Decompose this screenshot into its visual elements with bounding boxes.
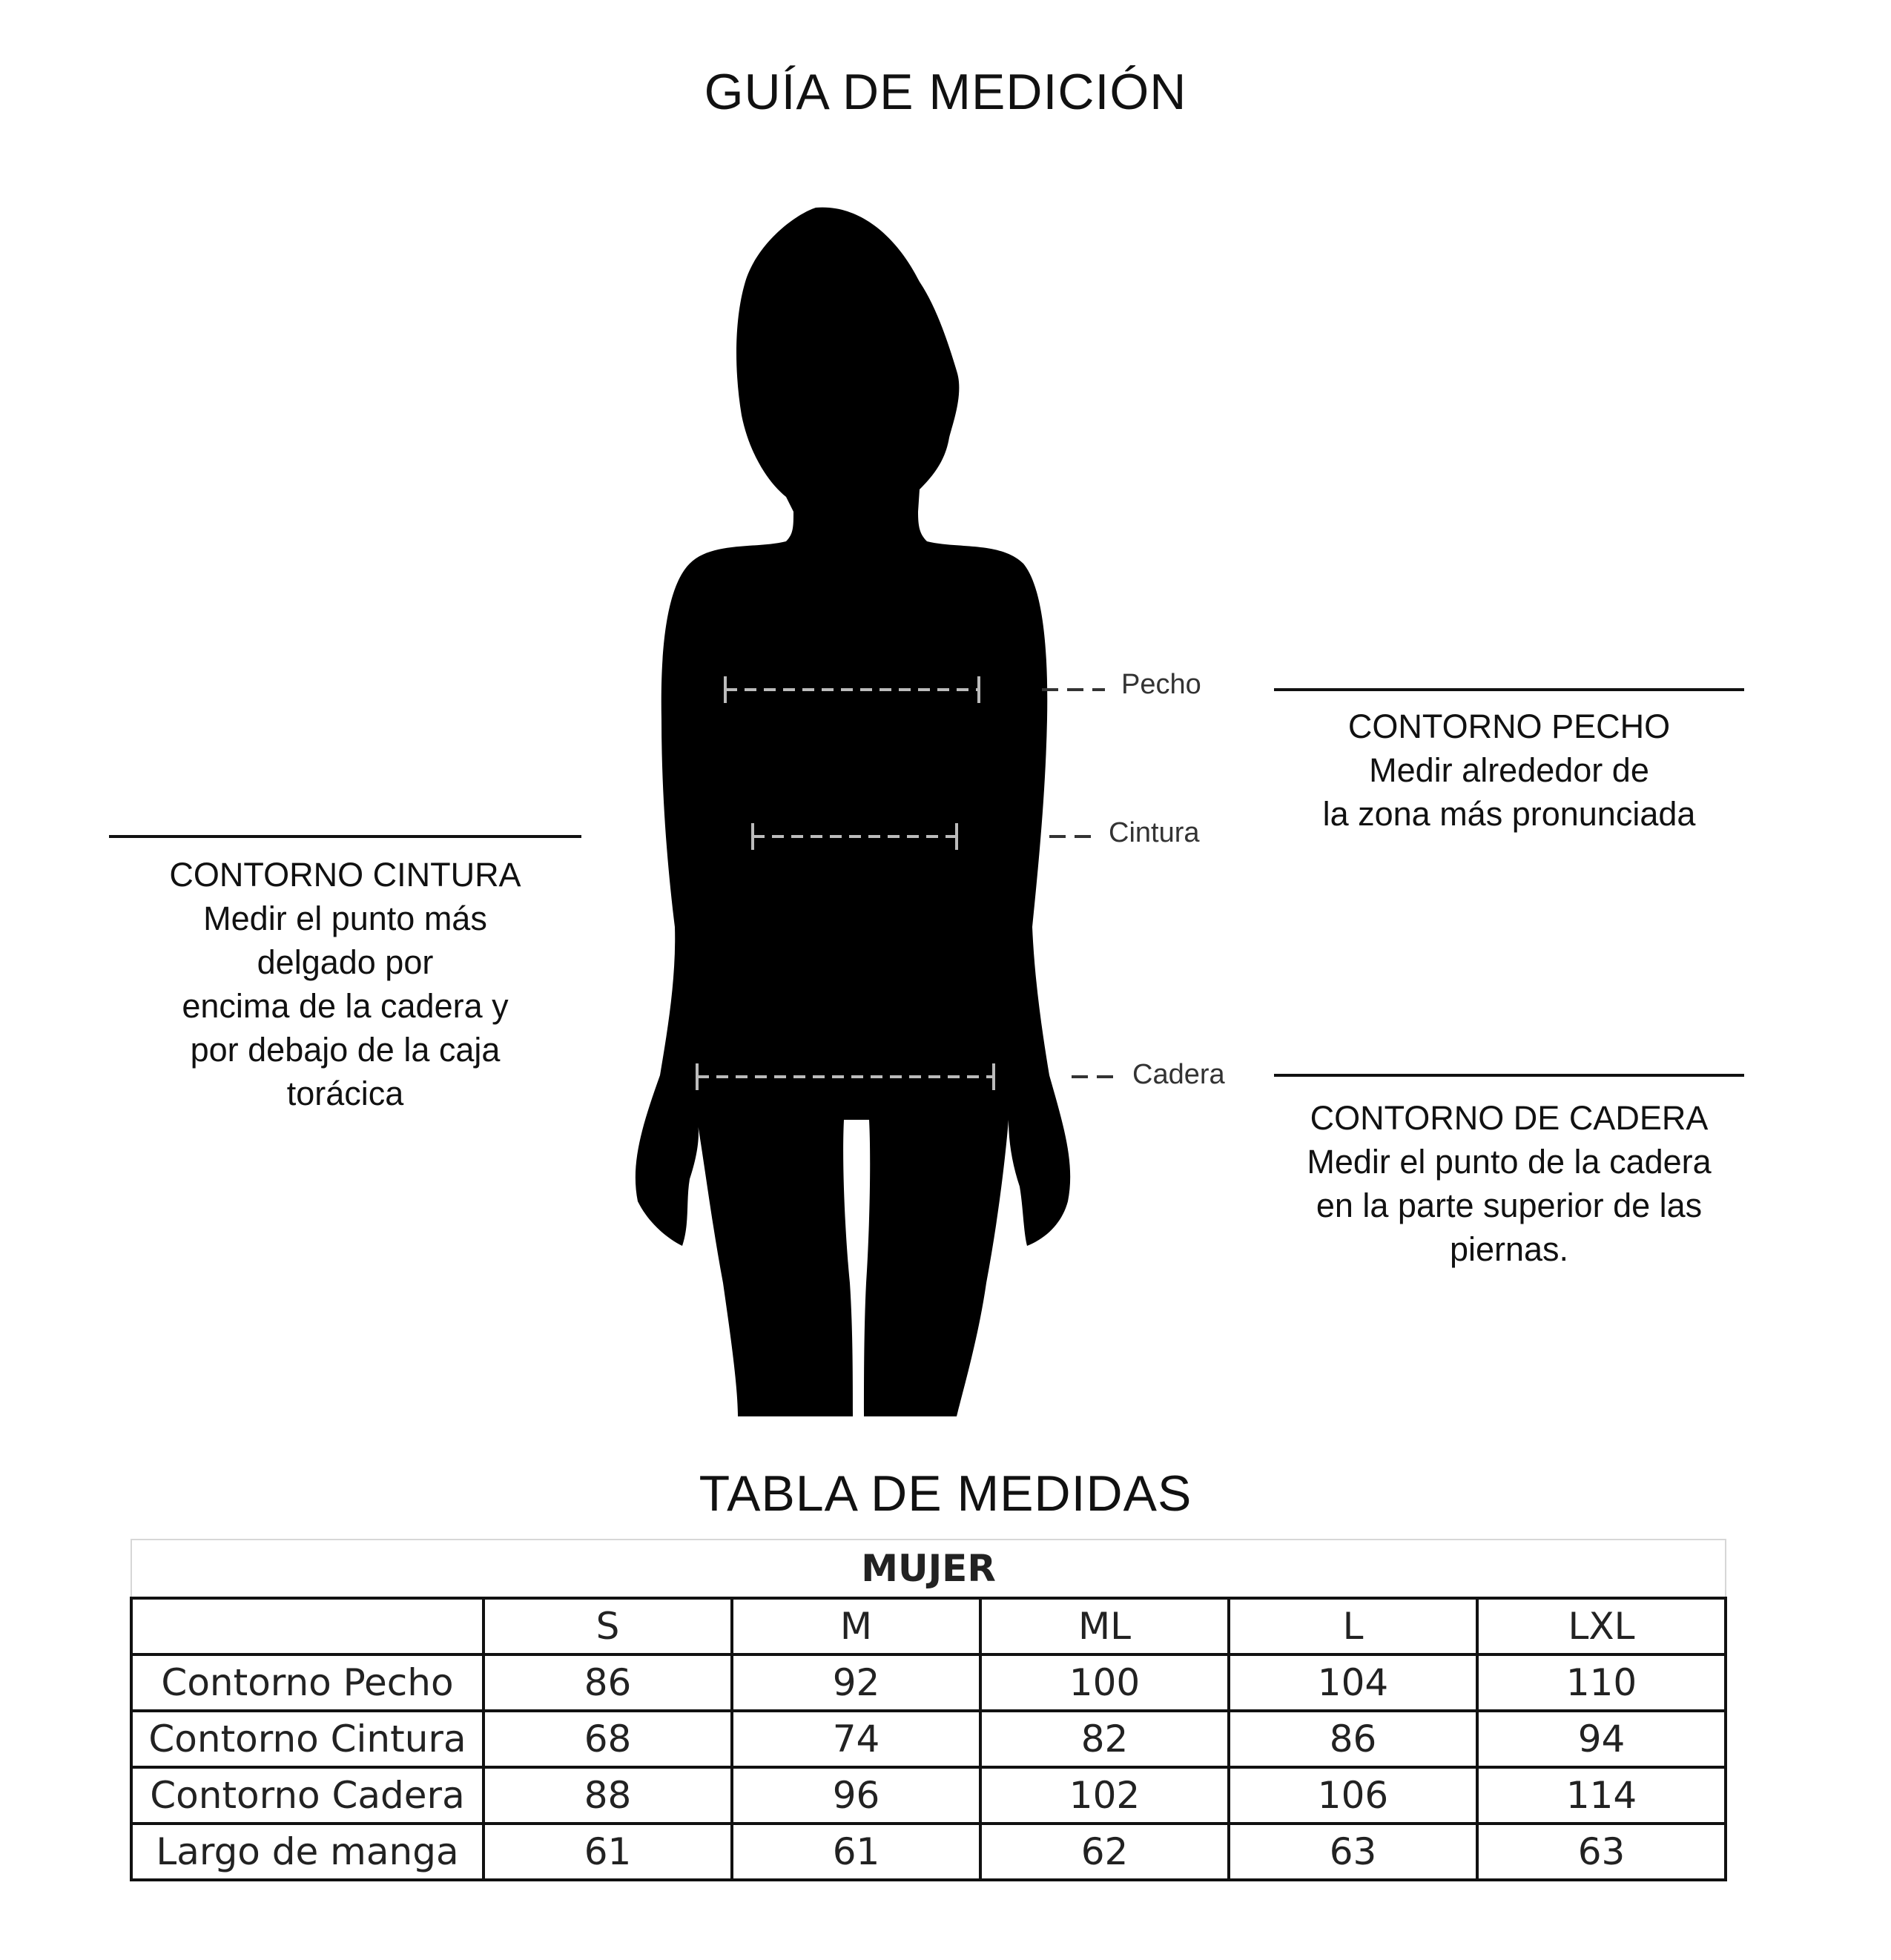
chest-note-line: Medir alrededor de <box>1369 751 1649 789</box>
waist-note-heading: CONTORNO CINTURA <box>169 856 521 894</box>
size-header: L <box>1229 1598 1477 1654</box>
table-cell: 94 <box>1477 1711 1726 1767</box>
waist-note-rule <box>109 835 581 838</box>
waist-note-line: encima de la cadera y <box>182 987 509 1025</box>
size-header: ML <box>980 1598 1229 1654</box>
body-silhouette <box>608 200 1127 1416</box>
table-cell: 61 <box>484 1824 732 1880</box>
table-cell: 92 <box>732 1654 980 1711</box>
table-cell: 106 <box>1229 1767 1477 1824</box>
chest-note-rule <box>1274 688 1744 691</box>
chest-note <box>1274 705 1744 836</box>
table-cell: 114 <box>1477 1767 1726 1824</box>
table-row <box>131 1711 1726 1767</box>
table-cell: 63 <box>1477 1824 1726 1880</box>
waist-note-line: torácica <box>286 1075 404 1112</box>
row-label: Contorno Cadera <box>131 1767 484 1824</box>
table-cell: 62 <box>980 1824 1229 1880</box>
hip-note <box>1274 1096 1744 1271</box>
hip-label: Cadera <box>1132 1059 1225 1090</box>
size-header: S <box>484 1598 732 1654</box>
header-blank-cell <box>131 1598 484 1654</box>
table-cell: 96 <box>732 1767 980 1824</box>
waist-note-line: por debajo de la caja <box>190 1031 501 1069</box>
table-title: TABLA DE MEDIDAS <box>699 1465 1192 1522</box>
table-cell: 61 <box>732 1824 980 1880</box>
table-cell: 102 <box>980 1767 1229 1824</box>
size-table <box>130 1539 1727 1881</box>
waist-note <box>109 853 581 1115</box>
size-header: LXL <box>1477 1598 1726 1654</box>
row-label: Contorno Pecho <box>131 1654 484 1711</box>
waist-label: Cintura <box>1109 817 1200 848</box>
waist-note-line: delgado por <box>257 943 434 981</box>
chest-note-heading: CONTORNO PECHO <box>1347 707 1671 745</box>
table-cell: 86 <box>1229 1711 1477 1767</box>
hip-note-line: piernas. <box>1449 1230 1569 1268</box>
hip-note-rule <box>1274 1074 1744 1077</box>
table-row <box>131 1824 1726 1880</box>
group-cell: MUJER <box>131 1540 1726 1598</box>
hip-note-line: Medir el punto de la cadera <box>1307 1143 1712 1181</box>
table-cell: 82 <box>980 1711 1229 1767</box>
guide-title: GUÍA DE MEDICIÓN <box>704 64 1187 120</box>
table-header-row <box>131 1598 1726 1654</box>
table-row <box>131 1654 1726 1711</box>
table-cell: 104 <box>1229 1654 1477 1711</box>
table-cell: 100 <box>980 1654 1229 1711</box>
table-cell: 63 <box>1229 1824 1477 1880</box>
table-cell: 86 <box>484 1654 732 1711</box>
chest-note-line: la zona más pronunciada <box>1322 795 1696 833</box>
table-cell: 74 <box>732 1711 980 1767</box>
table-cell: 68 <box>484 1711 732 1767</box>
table-group-row <box>131 1540 1726 1598</box>
hip-note-heading: CONTORNO DE CADERA <box>1310 1099 1709 1137</box>
table-cell: 110 <box>1477 1654 1726 1711</box>
table-cell: 88 <box>484 1767 732 1824</box>
size-header: M <box>732 1598 980 1654</box>
row-label: Largo de manga <box>131 1824 484 1880</box>
hip-note-line: en la parte superior de las <box>1316 1187 1703 1224</box>
waist-note-line: Medir el punto más <box>203 900 487 937</box>
row-label: Contorno Cintura <box>131 1711 484 1767</box>
table-row <box>131 1767 1726 1824</box>
chest-label: Pecho <box>1121 669 1201 700</box>
